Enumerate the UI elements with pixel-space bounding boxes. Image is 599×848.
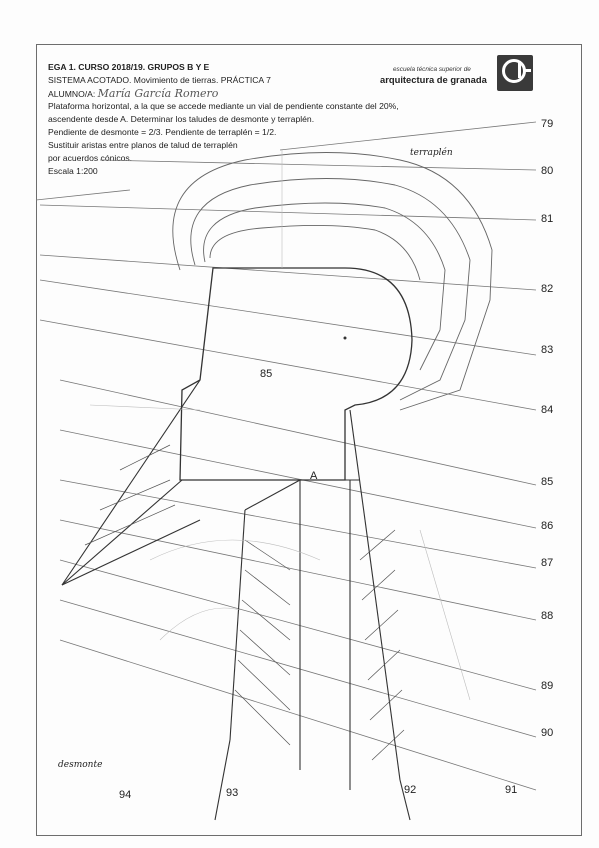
statement-line-5: por acuerdos cónicos.: [48, 153, 133, 163]
scale-label: Escala 1:200: [48, 166, 98, 176]
statement-line-4: Sustituir aristas entre planos de talud de terraplén: [48, 140, 238, 150]
level-81: 81: [541, 213, 554, 225]
level-87: 87: [541, 557, 554, 569]
platform-level: 85: [260, 368, 273, 380]
level-89: 89: [541, 680, 554, 692]
platform-outline: [180, 268, 412, 480]
level-88: 88: [541, 610, 554, 622]
point-a-label: A: [310, 470, 318, 482]
practice-title: SISTEMA ACOTADO. Movimiento de tierras. PRÁCTICA 7: [48, 75, 271, 85]
school-subtitle: escuela técnica superior de: [393, 66, 471, 73]
statement-line-1: Plataforma horizontal, a la que se accede mediante un vial de pendiente constante del 20%,: [48, 101, 399, 111]
level-86: 86: [541, 520, 554, 532]
level-93: 93: [226, 787, 239, 799]
student-label: ALUMNO/A:: [48, 89, 96, 99]
level-92: 92: [404, 784, 417, 796]
construction-lines: [90, 150, 470, 700]
level-94: 94: [119, 789, 132, 801]
level-79: 79: [541, 118, 554, 130]
statement-line-2: ascendente desde A. Determinar los taludes de desmonte y terraplén.: [48, 114, 315, 124]
level-82: 82: [541, 283, 554, 295]
level-85: 85: [541, 476, 554, 488]
platform-center-mark: [344, 337, 347, 340]
level-83: 83: [541, 344, 554, 356]
level-91: 91: [505, 784, 518, 796]
student-name: María García Romero: [97, 87, 219, 100]
slope-hatching: [85, 445, 404, 760]
statement-line-3: Pendiente de desmonte = 2/3. Pendiente de terraplén = 1/2.: [48, 127, 277, 137]
school-name: arquitectura de granada: [380, 74, 487, 85]
contour-lines: [36, 122, 536, 790]
cut-annotation: desmonte: [58, 760, 103, 770]
fill-slope-curves: [173, 153, 492, 411]
fill-annotation: terraplén: [410, 148, 453, 158]
level-84: 84: [541, 404, 554, 416]
contour-79: [280, 122, 536, 150]
course-title: EGA 1. CURSO 2018/19. GRUPOS B Y E: [48, 62, 210, 72]
level-90: 90: [541, 727, 554, 739]
level-80: 80: [541, 165, 554, 177]
